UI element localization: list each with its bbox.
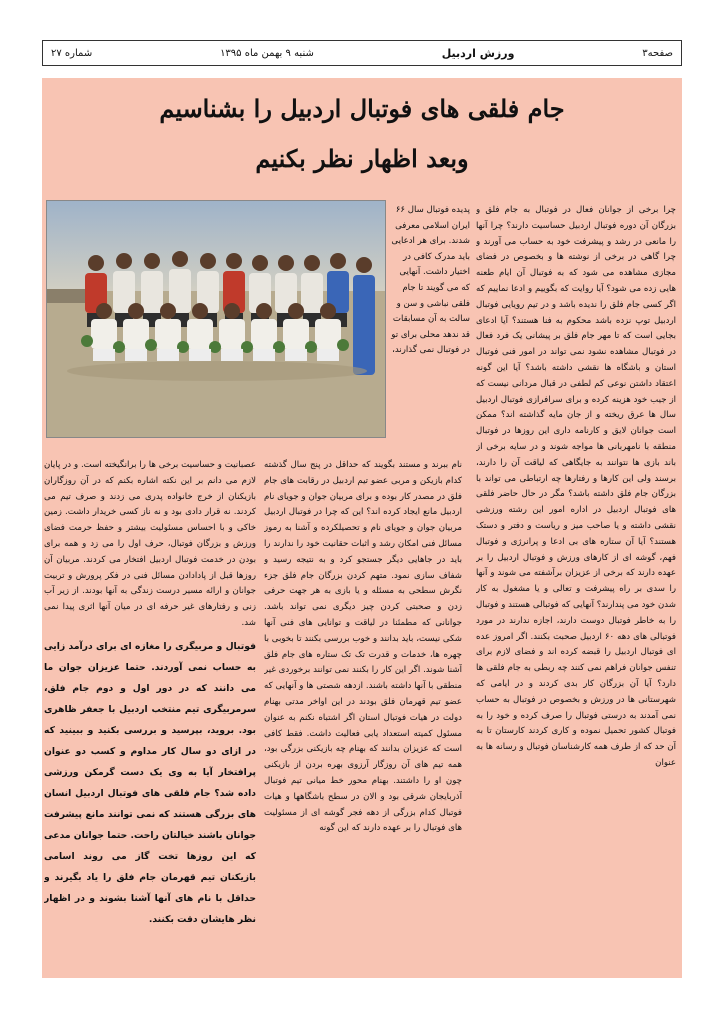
right-column-text: چرا برخی از جوانان فعال در فوتبال به جام فلق و بزرگان آن دوره فوتبال اردبیل حساسیت دارند؟ چرا آنها را مانعی در رشد و پیشرفت خود به حساب می آورند و چرا گاهی در برخی از نوشته ها و بخصوص در فضای مجازی مشاهده می شود که به فوتبال آن ایام طعنه هایی زده می شود؟ آیا روایت که بگوییم و ادعا نماییم که اگر کسی جام فلق را ندیده باشد و در تیم رویایی فوتبال اردبیل توپ نزده باشد محکوم به فنا هستند؟ آیا ادعای بجایی است که تا مهر جام فلق بر پیشانی یک فرد فعال در فوتبال مشاهده نشود نمی تواند در امور فنی فوتبال استان و باشگاه ها نقشی داشته باشد؟ آیا این گونه اعتقاد داشتن نوعی کم لطفی در قبال مردانی نیست که از جیب خود هزینه کرده و برای سرافرازی فوتبال اردبیل سال ها عرق ریخته و از جان مایه گذاشته اند؟ ممکن است جوانان لایق و کارنامه داری این روزها در فوتبال منطقه با نامهربانی ها مواجه شوند و در سایه برخی از باند بازی ها نتوانند به جایگاهی که لیاقت آن را دارند، برسند ولی این کارها و رفتارها چه ارتباطی می تواند با بزرگان جام فلق داشته باشد؟ مگر در حال حاضر فلقی های فوتبال اردبیل در اداره امور این رشته ورزشی نقشی داشته و یا صاحب میز و ریاست و دفتر و دستک هستند؟ آیا آن ستاره های بی ادعا و پرانرژی و فوتبال فهم، گوشه ای از کارهای ورزش و فوتبال اردبیل را بر عهده دارند که برخی از عزیزان برآشفته می شوند و آنها را سدی بر راه پیشرفت و تعالی و یا مشغول به کار شدن خود می پندارند؟ آنهایی که فوتبالی هستند و فوتبال را به خاطر فوتبال دوست دارند، اجازه ندارند در مورد فوتبالی های دهه ۶۰ اردبیل صحبت بکنند. اگر امروز عده ای فوتبال اردبیل را قبضه کرده اند و فضای لازم برای تنفس جوانان فراهم نمی کنند چه ربطی به جام فلقی ها دارد؟ آیا آن بزرگان کار بدی کردند و در ایامی که شهرستانی ها در ورزش و بخصوص در فوتبال به حساب نمی آمدند به درستی فوتبال را صرف کرده و خود را به فوتبال کشور تحمیل نموده و کاری کردند کارستان تا به آن حد که از طرف همه کارشناسان فوتبال و رسانه ها به عنوان — [476, 205, 676, 768]
issue-date: شنبه ۹ بهمن ماه ۱۳۹۵ — [220, 47, 314, 59]
page-number: صفحه۳ — [642, 47, 673, 59]
page-header — [42, 40, 682, 66]
headline-line-1: جام فلقی های فوتبال اردبیل را بشناسیم — [159, 94, 565, 123]
article-panel — [42, 78, 682, 978]
newspaper-title: ورزش اردبیل — [441, 46, 515, 60]
team-photo-image — [47, 201, 385, 437]
side-column-text: پدیده فوتبال سال ۶۶ ایران اسلامی معرفی شدند. برای هر ادعایی باید مدرک کافی در اختیار داشت. آنهایی که می گویند تا جام فلقی نباشی و سن و سالت به آن مسابقات قد ندهد محلی برای تو در فوتبال نمی گذارند، — [391, 205, 470, 356]
team-photo — [46, 200, 386, 438]
left-column — [44, 458, 256, 973]
left-column-text: عصبانیت و حساسیت برخی ها را برانگیخته است. و در پایان لازم می دانم بر این نکته اشاره بکنم که در آن روزگاران بازیکنان از خرج خانواده پدری می زدند و صرف تیم می کردند. نه قرار دادی بود و نه ناز کسی خریدار داشت. زمین خاکی و با احساس مسئولیت بیشتر و حفظ حرمت فضای ورزش و بزرگان فوتبال، حرف اول را می زد و همه برای بودن در خدمت فوتبال اردبیل افتخار می کردند. مربیان آن روزها قبل از پادادادن مسائل فنی در فکر پرورش و تربیت جوانان و ارائه مسیر درست زندگی به آنها بودند. از زیر آب زنی و رفتارهای غیر حرفه ای در میان آنها اثری پیدا نمی شد. — [44, 460, 256, 628]
issue-number: شماره ۲۷ — [51, 47, 93, 59]
left-column-bold-text: فوتبال و مربیگری را مغازه ای برای درآمد زایی به حساب نمی آوردند. حتما عزیزان جوان ما می دانند که در دور اول و دوم جام فلق، سرمربیگری تیم منتخب اردبیل با جعفر ظاهری بود. بروید، بپرسید و بررسی بکنید و ببینید که در ازای دو سال کار مداوم و کسب دو عنوان پرافتخار آیا به وی یک دست گرمکن ورزشی داده شد؟ جام فلقی های فوتبال اردبیل انسان های بزرگی هستند که نمی توانند مانع پیشرفت جوانان باشند خیالتان راحت. حتما جوانان مدعی که این روزها تخت گاز می روند اسامی بازیکنان تیم قهرمان جام فلق را یاد بگیرند و حداقل با نام های آنها آشنا بشوند و در اظهار نظر هایشان دقت بکنند. — [44, 640, 256, 925]
middle-column-text: نام ببرند و مستند بگویند که حداقل در پنج سال گذشته کدام بازیکن و مربی عضو تیم اردبیل در رقابت های جام فلق در مصدر کار بوده و برای مربیان جوان و جویای نام اردبیل مانع ایجاد کرده اند؟ این که چرا در فوتبال اردبیل مربیان جوان و جویای نام و تحصیلکرده و آشنا به رموز مسائل فنی امکان رشد و اثبات حقانیت خود را ندارند را باید در جاهایی دیگر جستجو کرد و به نتیجه رسید و شفاف سازی نمود. متهم کردن بزرگان جام فلق جزء نگرش سطحی به مسئله و یا بازی به هر جهت حرفی زدن و صحبتی کردن چیز دیگری نمی تواند باشد. جوانانی که مطمئنا در لیاقت و توانایی های فنی آنها شکی نیست، باید بدانند و خوب بررسی بکنند تا بخوبی با چهره ها، خدمات و قدرت تک تک ستاره های جام فلق آشنا شوند. اگر این کار را بکنند نمی توانند برخوردی غیر منطقی با آنها داشته باشند. ازدهه شصتی ها و آنهایی که عضو تیم قهرمان فلق بودند در این اواخر مدتی بهنام دولت در هیات فوتبال استان اگر اشتباه نکنم به عنوان مسئول کمیته استعداد یابی فعالیت داشت. فقط کافی است که عزیزان بدانند که بهنام چه بازیکنی بزرگی بود، همه تیم های آن روزگار آرزوی بهره بردن از بازیکنی چون او را داشتند. بهنام محور خط میانی تیم فوتبال آذربایجان شرقی بود و الان در سطح باشگاهها و هیات فوتبال کدام بزرگی از دهه فجر گوشه ای از مسئولیت های فوتبال را بر عهده دارند که این گونه — [264, 460, 462, 834]
headline-line-2: وبعد اظهار نظر بکنیم — [255, 144, 469, 173]
